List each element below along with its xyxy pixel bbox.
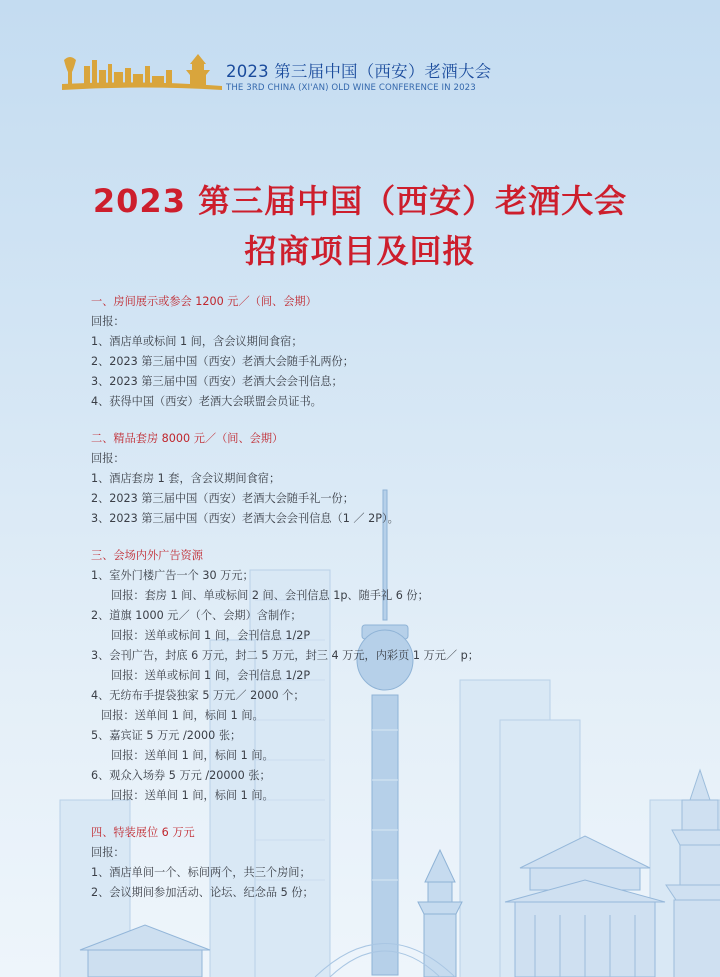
section-line: 5、嘉宾证 5 万元 /2000 张；	[91, 729, 242, 742]
section-line: 3、会刊广告，封底 6 万元，封二 5 万元，封三 4 万元，内彩页 1 万元／ p；	[91, 649, 479, 662]
conference-logo	[62, 52, 522, 94]
section-line: 4、无纺布手提袋独家 5 万元／ 2000 个；	[91, 689, 305, 702]
section-line: 回报：	[91, 452, 125, 465]
section-line: 回报：套房 1 间、单或标间 2 间、会刊信息 1p、随手礼 6 份；	[111, 589, 429, 602]
page-subtitle: 招商项目及回报	[244, 232, 476, 270]
logo-title: 2023 第三届中国（西安）老酒大会	[226, 62, 492, 81]
page-title: 2023 第三届中国（西安）老酒大会	[92, 182, 628, 220]
section-line: 回报：送单间 1 间，标间 1 间。	[111, 789, 274, 802]
section-line: 2、道旗 1000 元／（个、会期）含制作；	[91, 609, 302, 622]
section-line: 4、获得中国（西安）老酒大会联盟会员证书。	[91, 395, 322, 408]
section-line: 回报：送单间 1 间，标间 1 间。	[101, 709, 264, 722]
section-heading: 一、房间展示或参会 1200 元／（间、会期）	[91, 295, 317, 308]
section-line: 1、酒店套房 1 套，含会议期间食宿；	[91, 472, 281, 485]
section-line: 2、2023 第三届中国（西安）老酒大会随手礼一份；	[91, 492, 354, 505]
section-line: 2、2023 第三届中国（西安）老酒大会随手礼两份；	[91, 355, 354, 368]
section-line: 3、2023 第三届中国（西安）老酒大会会刊信息；	[91, 375, 343, 388]
section-line: 回报：送单或标间 1 间，会刊信息 1/2P	[111, 669, 311, 682]
sponsorship-content	[91, 292, 691, 903]
section-line: 回报：	[91, 315, 125, 328]
section-heading: 三、会场内外广告资源	[91, 549, 203, 562]
section-line: 1、室外门楼广告一个 30 万元；	[91, 569, 254, 582]
section-line: 3、2023 第三届中国（西安）老酒大会会刊信息（1 ／ 2P）。	[91, 512, 399, 525]
section-line: 1、酒店单间一个、标间两个，共三个房间；	[91, 866, 311, 879]
section-line: 回报：送单间 1 间，标间 1 间。	[111, 749, 274, 762]
skyline-logo-icon	[62, 52, 222, 92]
section-line: 回报：送单或标间 1 间，会刊信息 1/2P	[111, 629, 311, 642]
section-heading: 二、精品套房 8000 元／（间、会期）	[91, 432, 284, 445]
section-line: 2、会议期间参加活动、论坛、纪念品 5 份；	[91, 886, 314, 899]
logo-subtitle: THE 3RD CHINA (XI'AN) OLD WINE CONFERENCE IN 2023	[226, 83, 476, 93]
section-heading: 四、特装展位 6 万元	[91, 826, 195, 839]
section-line: 回报：	[91, 846, 125, 859]
section-line: 6、观众入场券 5 万元 /20000 张；	[91, 769, 271, 782]
section-line: 1、酒店单或标间 1 间，含会议期间食宿；	[91, 335, 303, 348]
